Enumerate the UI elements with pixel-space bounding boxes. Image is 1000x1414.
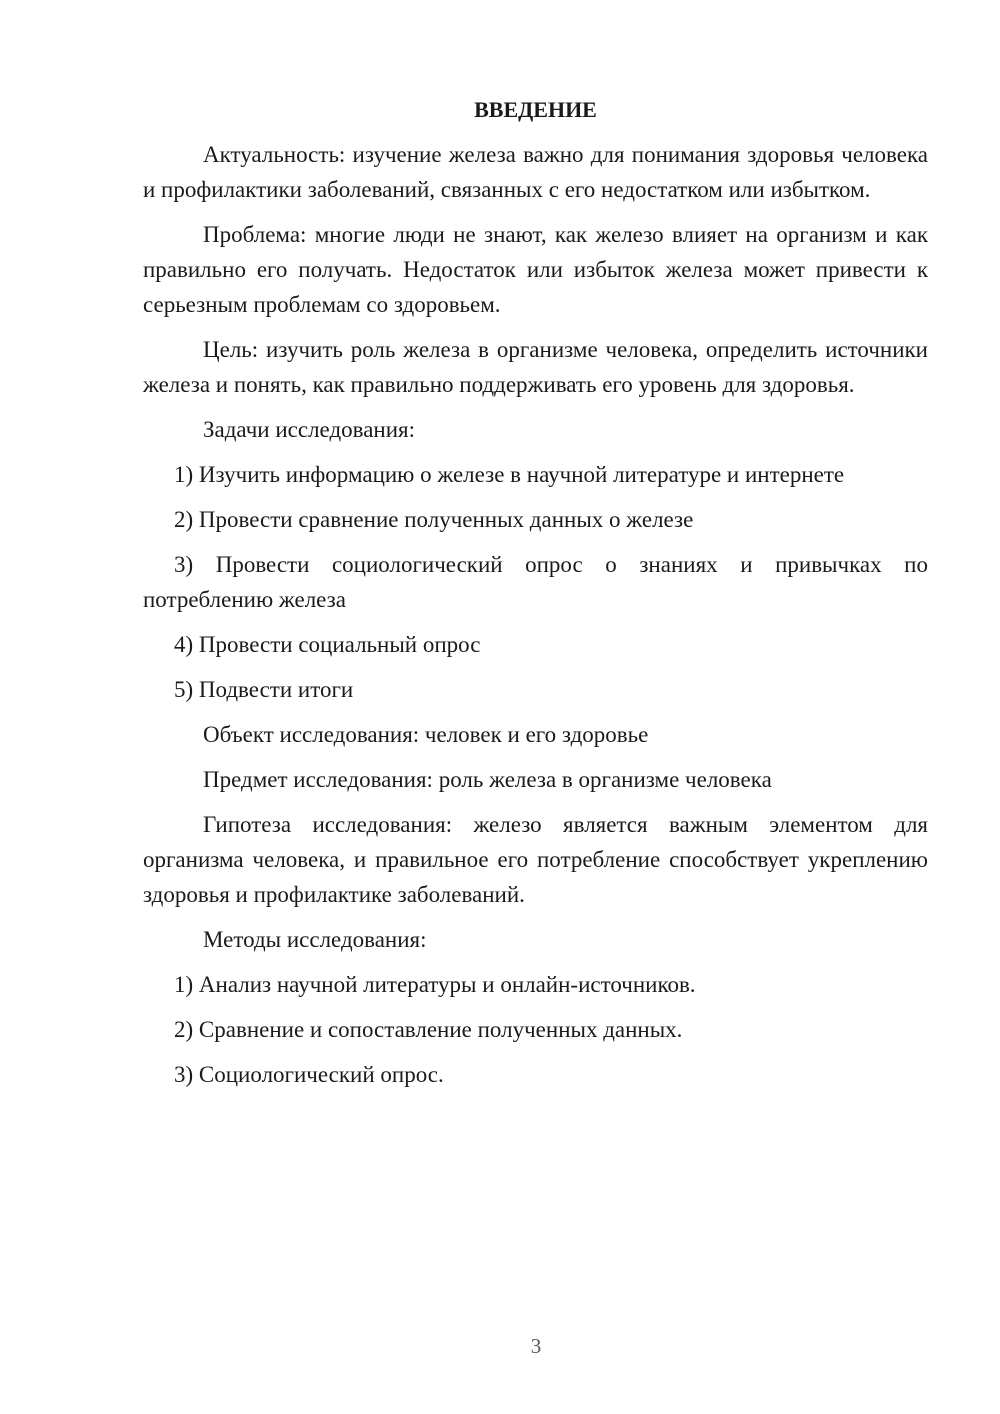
method-item: 3) Социологический опрос. (174, 1062, 444, 1087)
relevance-paragraph: Актуальность: изучение железа важно для понимания здоровья человека и профилактики заболеваний, связанных с его недостатком или избытком. (143, 142, 928, 202)
methods-heading: Методы исследования: (203, 927, 427, 952)
subject-paragraph: Предмет исследования: роль железа в организме человека (203, 767, 772, 792)
object-paragraph: Объект исследования: человек и его здоровье (203, 722, 649, 747)
document-body (143, 92, 928, 1102)
hypothesis-paragraph: Гипотеза исследования: железо является важным элементом для организма человека, и правильное его потребление способствует укреплению здоровья и профилактике заболеваний. (143, 812, 928, 907)
goal-paragraph: Цель: изучить роль железа в организме человека, определить источники железа и понять, как правильно поддерживать его уровень для здоровья. (143, 337, 928, 397)
task-item: 5) Подвести итоги (174, 677, 354, 702)
problem-paragraph: Проблема: многие люди не знают, как железо влияет на организм и как правильно его получать. Недостаток или избыток железа может привести к серьезным проблемам со здоровьем. (143, 222, 928, 317)
method-item: 2) Сравнение и сопоставление полученных данных. (174, 1017, 683, 1042)
task-item: 2) Провести сравнение полученных данных о железе (174, 507, 694, 532)
method-item: 1) Анализ научной литературы и онлайн-источников. (174, 972, 696, 997)
page-number: 3 (530, 1334, 542, 1358)
task-item: 4) Провести социальный опрос (174, 632, 481, 657)
section-title: ВВЕДЕНИЕ (474, 97, 597, 122)
tasks-heading: Задачи исследования: (203, 417, 416, 442)
task-item: 1) Изучить информацию о железе в научной литературе и интернете (174, 462, 845, 487)
task-item: 3) Провести социологический опрос о знаниях и привычках по потреблению железа (143, 552, 928, 612)
